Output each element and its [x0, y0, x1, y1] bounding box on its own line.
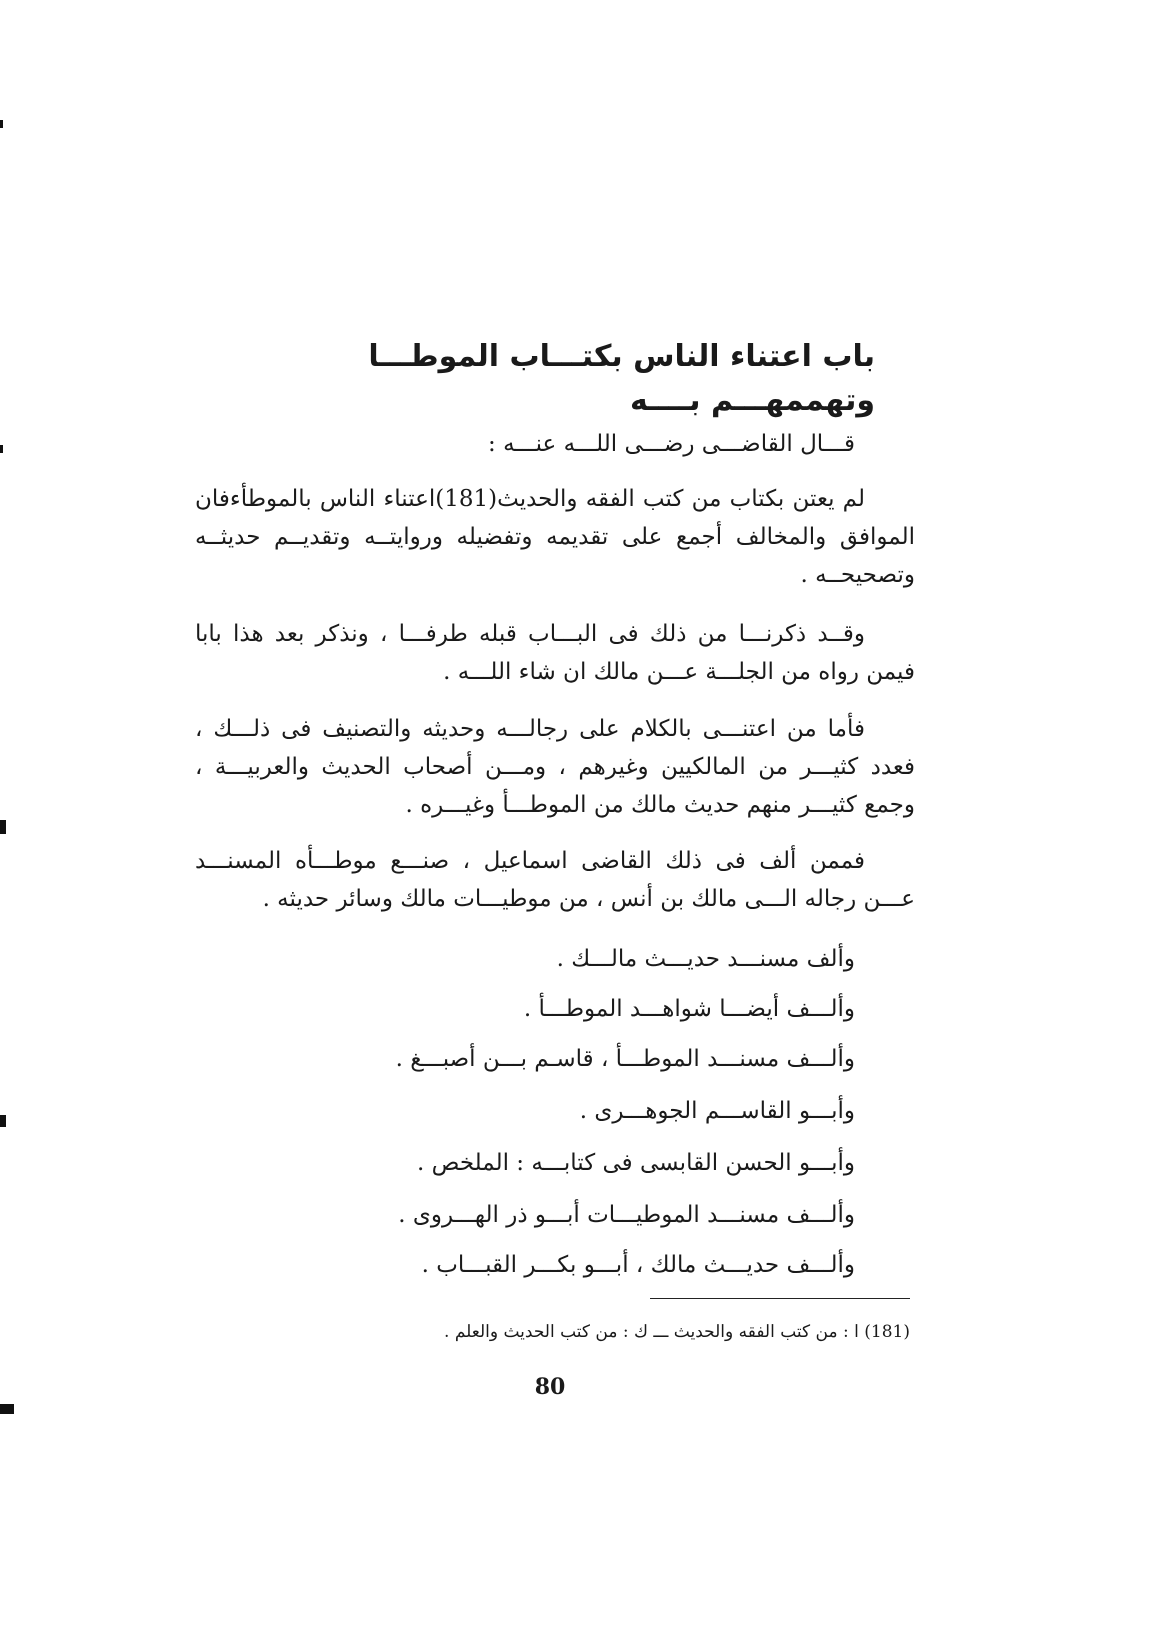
list-item: وأبـــو الحسن القابسى فى كتابـــه : الملخص . — [417, 1150, 855, 1176]
scan-edge-mark — [0, 1404, 14, 1414]
paragraph-3: فأما من اعتنـــى بالكلام على رجالـــه وحديثه والتصنيف فى ذلـــك ، فعدد كثيـــر من المالكيين وغيرهم ، ومـــن أصحاب الحديث والعربيـــة ، وجمع كثيـــر منهم حديث مالك من الموطـــأ وغيـــره . — [195, 716, 915, 818]
list-item: وألـــف مسنـــد الموطـــأ ، قاسـم بـــن أصبـــغ . — [395, 1046, 855, 1072]
list-item: وألف مسنـــد حديـــث مالـــك . — [556, 946, 855, 972]
paragraph-4: فممن ألف فى ذلك القاضى اسماعيل ، صنـــع موطـــأه المسنـــد عـــن رجاله الـــى مالك بن أنس ، من موطيـــات مالك وسائر حديثه . — [195, 848, 915, 912]
list-item: وألـــف مسنـــد الموطيـــات أبـــو ذر الهـــروى . — [398, 1202, 855, 1228]
list-item: وألـــف أيضـــا شواهـــد الموطـــأ . — [523, 996, 855, 1022]
footnote-divider — [650, 1298, 910, 1299]
scan-edge-mark — [0, 1115, 6, 1127]
scan-edge-mark — [0, 445, 3, 453]
paragraph-2: وقــد ذكرنـــا من ذلك فى البـــاب قبله طرفـــا ، ونذكر بعد هذا بابا فيمن رواه من الجلـــة عـــن مالك ان شاء اللـــه . — [195, 621, 915, 685]
chapter-title: باب اعتناء الناس بكتـــاب الموطـــا وتهممهـــم بــــه — [368, 339, 875, 418]
list-item: وألـــف حديـــث مالك ، أبـــو بكـــر القبـــاب . — [421, 1252, 855, 1278]
list-item: وأبـــو القاســـم الجوهـــرى . — [579, 1098, 855, 1124]
paragraph-1: لم يعتن بكتاب من كتب الفقه والحديث(181)اعتناء الناس بالموطأءفان الموافق والمخالف أجمع على تقديمه وتفضيله وروايتــه وتقديــم حديثــه وتصحيحــه . — [195, 486, 915, 588]
scan-edge-mark — [0, 120, 3, 128]
page-number: 80 — [534, 1374, 566, 1400]
opening-line: قـــال القاضـــى رضـــى اللـــه عنـــه : — [488, 431, 855, 457]
scan-edge-mark — [0, 820, 6, 834]
footnote: (181) ا : من كتب الفقه والحديث ـــ ك : من كتب الحديث والعلم . — [444, 1322, 910, 1342]
